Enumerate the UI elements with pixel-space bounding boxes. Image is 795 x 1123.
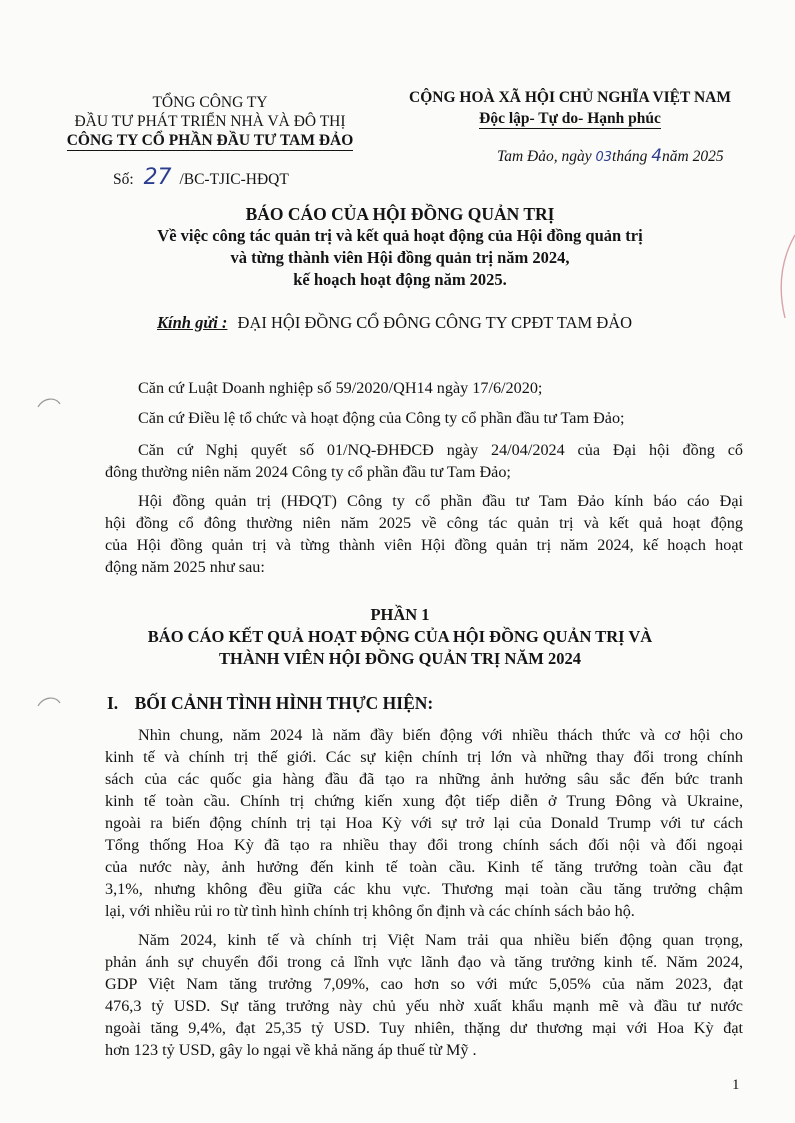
company-name: CÔNG TY CỔ PHẦN ĐẦU TƯ TAM ĐẢO (66, 132, 354, 149)
date-month-label: tháng (612, 148, 648, 165)
text-line: động năm 2025 như sau: (105, 558, 265, 576)
text-line: của Hội đồng quản trị và từng thành viên Hội đồng quản trị năm 2024, kế hoạch hoạt (105, 536, 743, 554)
text-line: lại, với nhiều rủi ro từ tình hình chính trị không ổn định và các chính sách bảo hộ. (105, 902, 635, 920)
text-line: 3,1%, nhưng không đều giữa các khu vực. Thương mại toàn cầu tăng trưởng chậm (105, 880, 743, 898)
section-numeral: I. (107, 693, 119, 713)
text-line: Hội đồng quản trị (HĐQT) Công ty cổ phần đầu tư Tam Đảo kính báo cáo Đại (138, 492, 743, 510)
punch-hole-mark-bottom (38, 698, 60, 706)
text-line: GDP Việt Nam tăng trưởng 7,09%, cao hơn so với mức 5,05% của năm 2023, đạt (105, 975, 743, 993)
date-day: 03 (595, 150, 613, 165)
title-sub1: Về việc công tác quản trị và kết quả hoạt động của Hội đồng quản trị (157, 226, 643, 245)
text-line: sách của các quốc gia hàng đầu đã tạo ra những ảnh hưởng sâu sắc đến bức tranh (105, 770, 743, 788)
text-line: kinh tế và chính trị thế giới. Các sự kiện chính trị lớn và những thay đổi trong chính (105, 748, 743, 766)
text-line: hội đồng cổ đông thường niên năm 2025 về công tác quản trị và kết quả hoạt động (105, 514, 743, 532)
recipient-value: ĐẠI HỘI ĐỒNG CỔ ĐÔNG CÔNG TY CPĐT TAM ĐẢO (237, 313, 633, 332)
section-title: BỐI CẢNH TÌNH HÌNH THỰC HIỆN: (134, 693, 434, 713)
text-line: Tổng thống Hoa Kỳ đã tạo ra nhiều thay đổi trong chính sách đối nội và đối ngoại (105, 836, 743, 854)
date-month: 4 (651, 146, 663, 166)
text-line: phản ánh sự chuyển đổi trong cả lĩnh vực lãnh đạo và tăng trưởng kinh tế. Năm 2024, (105, 953, 743, 971)
text-line: Năm 2024, kinh tế và chính trị Việt Nam trải qua nhiều biến động quan trọng, (138, 931, 743, 949)
text-line: hơn 123 tỷ USD, gây lo ngại về khả năng áp thuế từ Mỹ . (105, 1041, 477, 1059)
date-prefix: Tam Đảo, ngày (497, 148, 592, 165)
text-line: kinh tế toàn cầu. Chính trị chứng kiến xung đột tiếp diễn ở Trung Đông và Ukraine, (105, 792, 743, 810)
page-number: 1 (732, 1077, 740, 1093)
basis-charter: Căn cứ Điều lệ tổ chức và hoạt động của Công ty cổ phần đầu tư Tam Đảo; (138, 409, 625, 427)
basis-law: Căn cứ Luật Doanh nghiệp số 59/2020/QH14 ngày 17/6/2020; (138, 379, 543, 397)
part-title-line1: BÁO CÁO KẾT QUẢ HOẠT ĐỘNG CỦA HỘI ĐỒNG QUẢN TRỊ VÀ (147, 627, 653, 646)
doc-number-label: Số: (113, 171, 134, 188)
doc-number-suffix: /BC-TJIC-HĐQT (179, 171, 289, 188)
text-line: ngoài ra biến động chính trị tại Hoa Kỳ với sự trở lại của Donald Trump với tư cách (105, 814, 743, 832)
parent-org-full: ĐẦU TƯ PHÁT TRIỂN NHÀ VÀ ĐÔ THỊ (74, 113, 346, 130)
motto: Độc lập- Tự do- Hạnh phúc (479, 110, 661, 127)
title-sub2: và từng thành viên Hội đồng quản trị năm 2024, (230, 248, 570, 267)
title-sub3: kế hoạch hoạt động năm 2025. (293, 270, 507, 289)
text-line: 476,3 tỷ USD. Sự tăng trưởng này chủ yếu nhờ xuất khẩu mạnh mẽ và đầu tư nước (105, 997, 743, 1015)
stamp-edge (781, 235, 795, 318)
text-line: ngoài tăng 9,4%, đạt 25,35 tỷ USD. Tuy nhiên, thặng dư thương mại với Hoa Kỳ đạt (105, 1019, 743, 1037)
part-title-line2: THÀNH VIÊN HỘI ĐỒNG QUẢN TRỊ NĂM 2024 (219, 649, 581, 668)
text-line: Căn cứ Nghị quyết số 01/NQ-ĐHĐCĐ ngày 24/04/2024 của Đại hội đồng cổ (138, 441, 743, 459)
text-line: của nước này, ảnh hưởng đến kinh tế toàn cầu. Kinh tế tăng trưởng toàn cầu đạt (105, 858, 743, 876)
doc-number-value: 27 (143, 165, 172, 190)
parent-org: TỔNG CÔNG TY (152, 94, 268, 111)
text-line: Nhìn chung, năm 2024 là năm đầy biến động với nhiều thách thức và cơ hội cho (138, 726, 743, 744)
text-line: đông thường niên năm 2024 Công ty cổ phần đầu tư Tam Đảo; (105, 463, 511, 481)
recipient-label: Kính gửi : (157, 313, 228, 332)
punch-hole-mark-top (38, 399, 60, 407)
part-number: PHẦN 1 (370, 605, 430, 624)
date-year-label: năm 2025 (662, 148, 724, 165)
country-name: CỘNG HOÀ XÃ HỘI CHỦ NGHĨA VIỆT NAM (409, 89, 731, 106)
title-main: BÁO CÁO CỦA HỘI ĐỒNG QUẢN TRỊ (245, 204, 555, 224)
